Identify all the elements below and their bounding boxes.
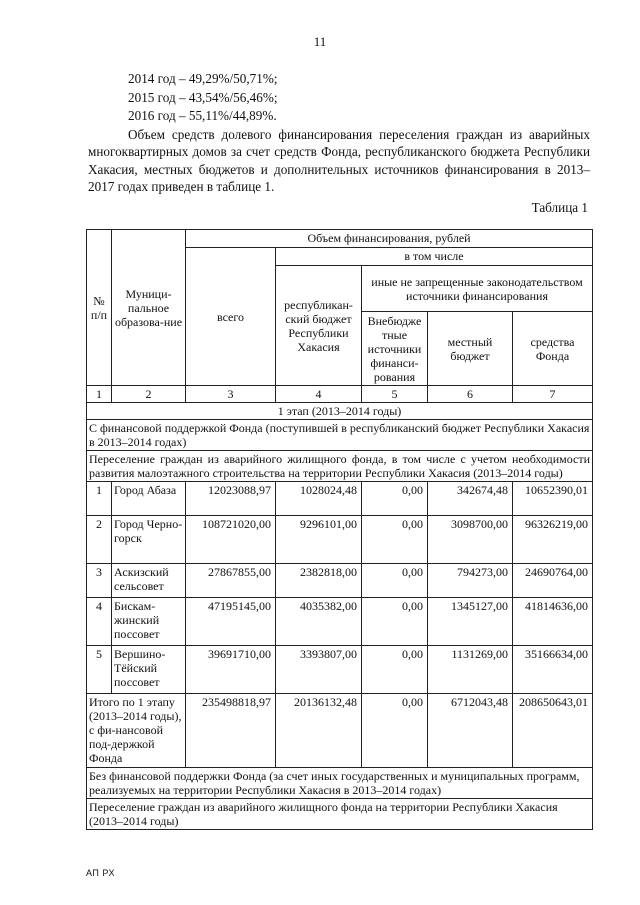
table-row xyxy=(87,482,593,516)
header-fund: средства Фонда xyxy=(513,312,593,386)
row-num: 2 xyxy=(87,516,112,564)
header-local-budget: местный бюджет xyxy=(428,312,513,386)
program-title-2: Переселение граждан из аварийного жилищного фонда на территории Республики Хакасия (2013–2014 годы) xyxy=(87,799,593,830)
intro-paragraph xyxy=(88,126,590,196)
header-extrabudget: Внебюдже тные источники финанси-рования xyxy=(362,312,428,386)
row-republic: 2382818,00 xyxy=(276,564,362,598)
header-funding-volume: Объем финансирования, рублей xyxy=(186,230,593,248)
header-total: всего xyxy=(186,248,276,386)
col-number: 4 xyxy=(276,386,362,403)
row-republic: 1028024,48 xyxy=(276,482,362,516)
total-label: Итого по 1 этапу (2013–2014 годы), с фи-нансовой под-держкой Фонда xyxy=(87,694,186,768)
section-without-support: Без финансовой поддержки Фонда (за счет иных государственных и муниципальных программ, реализуемых на территории Республики Хакасия в 2013–2014 годах) xyxy=(87,768,593,799)
row-fund: 96326219,00 xyxy=(513,516,593,564)
table-row xyxy=(87,516,593,564)
col-number: 1 xyxy=(87,386,112,403)
row-municipality: Аскизский сельсовет xyxy=(112,564,186,598)
header-municipality: Муници-пальное образова-ние xyxy=(112,230,186,386)
row-local: 342674,48 xyxy=(428,482,513,516)
col-number: 6 xyxy=(428,386,513,403)
total-local: 6712043,48 xyxy=(428,694,513,768)
year-line: 2014 год – 49,29%/50,71%; xyxy=(128,71,278,86)
row-municipality: Город Абаза xyxy=(112,482,186,516)
row-municipality: Бискам-жинский поссовет xyxy=(112,598,186,646)
program-title: Переселение граждан из аварийного жилищного фонда, в том числе с учетом необходимости развития малоэтажного строительства на территории Республики Хакасия (2013–2014 годы) xyxy=(87,451,593,482)
col-number: 3 xyxy=(186,386,276,403)
row-municipality: Вершино-Тёйский поссовет xyxy=(112,646,186,694)
col-number: 5 xyxy=(362,386,428,403)
total-republic: 20136132,48 xyxy=(276,694,362,768)
row-republic: 3393807,00 xyxy=(276,646,362,694)
row-local: 1131269,00 xyxy=(428,646,513,694)
col-number: 7 xyxy=(513,386,593,403)
total-extra: 0,00 xyxy=(362,694,428,768)
row-num: 4 xyxy=(87,598,112,646)
col-number: 2 xyxy=(112,386,186,403)
year-line: 2015 год – 43,54%/56,46%; xyxy=(128,89,278,105)
row-republic: 4035382,00 xyxy=(276,598,362,646)
table-row xyxy=(87,598,593,646)
total-fund: 208650643,01 xyxy=(513,694,593,768)
table-row xyxy=(87,564,593,598)
section-with-support: С финансовой поддержкой Фонда (поступившей в республиканский бюджет Республики Хакасия в 2013–2014 годах) xyxy=(87,420,593,451)
table-caption: Таблица 1 xyxy=(531,200,588,215)
column-numbers-row xyxy=(87,386,593,403)
table-row xyxy=(87,646,593,694)
row-fund: 41814636,00 xyxy=(513,598,593,646)
row-extra: 0,00 xyxy=(362,646,428,694)
row-local: 794273,00 xyxy=(428,564,513,598)
financing-table xyxy=(86,229,593,830)
row-local: 3098700,00 xyxy=(428,516,513,564)
header-including: в том числе xyxy=(276,248,593,266)
header-num: № п/п xyxy=(87,230,112,386)
row-total: 39691710,00 xyxy=(186,646,276,694)
page-number: 11 xyxy=(313,34,327,49)
row-total: 47195145,00 xyxy=(186,598,276,646)
row-num: 5 xyxy=(87,646,112,694)
footer-mark: АП РХ xyxy=(86,868,115,878)
paragraph-text: Объем средств долевого финансирования переселения граждан из аварийных многоквартирных домов за счет средств Фонда, республиканского бюджета Республики Хакасия, местных бюджетов и дополнительных источников финансирования в 2013–2017 годах приведен в таблице 1. xyxy=(88,127,590,195)
row-extra: 0,00 xyxy=(362,482,428,516)
header-other-sources: иные не запрещенные законодательством источники финансирования xyxy=(362,266,593,312)
row-republic: 9296101,00 xyxy=(276,516,362,564)
row-total: 27867855,00 xyxy=(186,564,276,598)
row-fund: 10652390,01 xyxy=(513,482,593,516)
row-extra: 0,00 xyxy=(362,598,428,646)
row-municipality: Город Черно-горск xyxy=(112,516,186,564)
total-total: 235498818,97 xyxy=(186,694,276,768)
year-lines xyxy=(88,70,590,126)
row-total: 108721020,00 xyxy=(186,516,276,564)
row-num: 3 xyxy=(87,564,112,598)
total-row xyxy=(87,694,593,768)
header-republic-budget: республикан-ский бюджет Республики Хакасия xyxy=(276,266,362,386)
row-local: 1345127,00 xyxy=(428,598,513,646)
row-total: 12023088,97 xyxy=(186,482,276,516)
row-num: 1 xyxy=(87,482,112,516)
stage-row: 1 этап (2013–2014 годы) xyxy=(87,403,593,420)
row-extra: 0,00 xyxy=(362,516,428,564)
row-extra: 0,00 xyxy=(362,564,428,598)
row-fund: 35166634,00 xyxy=(513,646,593,694)
year-line: 2016 год – 55,11%/44,89%. xyxy=(128,108,277,123)
row-fund: 24690764,00 xyxy=(513,564,593,598)
